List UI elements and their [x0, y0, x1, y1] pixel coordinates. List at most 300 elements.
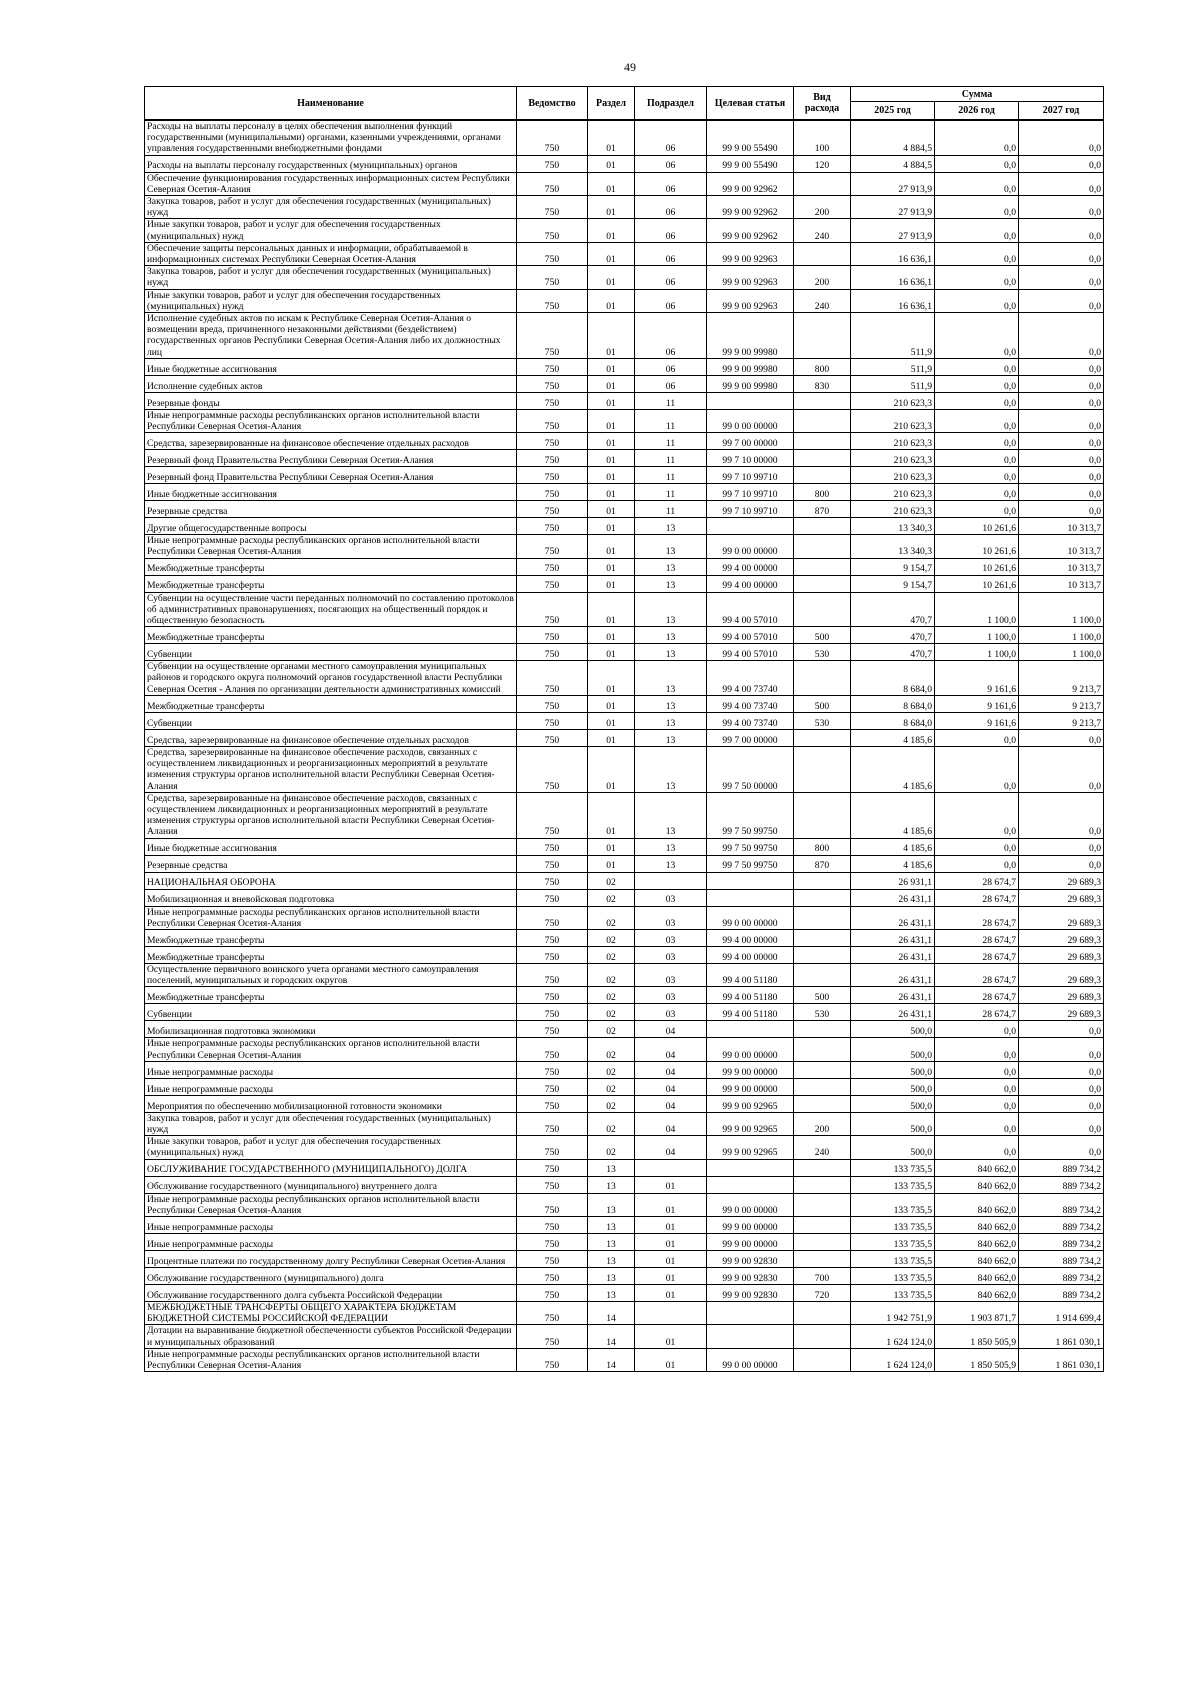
table-row	[145, 855, 1104, 872]
row-target	[707, 1159, 794, 1176]
row-sum-2027: 0,0	[1019, 1078, 1104, 1095]
row-podrazdel: 01	[635, 1193, 707, 1216]
row-sum-2025: 4 185,6	[851, 792, 935, 838]
row-podrazdel: 13	[635, 838, 707, 855]
table-row	[145, 1325, 1104, 1348]
row-razdel: 01	[588, 484, 635, 501]
row-razdel: 01	[588, 712, 635, 729]
row-podrazdel: 11	[635, 433, 707, 450]
table-row	[145, 906, 1104, 929]
row-sum-2027: 29 689,3	[1019, 946, 1104, 963]
row-sum-2026: 0,0	[935, 1038, 1019, 1061]
header-razdel: Раздел	[588, 87, 635, 121]
row-sum-2025: 4 185,6	[851, 838, 935, 855]
row-vedomstvo: 750	[517, 906, 588, 929]
row-vid: 500	[794, 627, 851, 644]
row-vedomstvo: 750	[517, 627, 588, 644]
row-sum-2026: 28 674,7	[935, 906, 1019, 929]
row-razdel: 02	[588, 963, 635, 986]
row-sum-2025: 500,0	[851, 1136, 935, 1159]
row-sum-2026: 0,0	[935, 1061, 1019, 1078]
table-row	[145, 313, 1104, 359]
row-target: 99 7 50 99750	[707, 855, 794, 872]
header-target: Целевая статья	[707, 87, 794, 121]
row-name: Закупка товаров, работ и услуг для обеспечения государственных (муниципальных) нужд	[145, 196, 517, 219]
table-row	[145, 627, 1104, 644]
row-sum-2025: 16 636,1	[851, 289, 935, 312]
row-vid	[794, 1193, 851, 1216]
row-sum-2025: 16 636,1	[851, 266, 935, 289]
row-target: 99 7 10 00000	[707, 450, 794, 467]
row-sum-2026: 0,0	[935, 266, 1019, 289]
row-sum-2027: 10 313,7	[1019, 518, 1104, 535]
row-sum-2027: 0,0	[1019, 155, 1104, 172]
row-vedomstvo: 750	[517, 1021, 588, 1038]
row-sum-2026: 840 662,0	[935, 1284, 1019, 1301]
row-sum-2025: 133 735,5	[851, 1250, 935, 1267]
table-row	[145, 1216, 1104, 1233]
row-name: Иные непрограммные расходы	[145, 1061, 517, 1078]
table-row	[145, 518, 1104, 535]
row-podrazdel: 06	[635, 266, 707, 289]
row-razdel: 02	[588, 872, 635, 889]
row-sum-2026: 28 674,7	[935, 987, 1019, 1004]
row-sum-2025: 210 623,3	[851, 467, 935, 484]
row-sum-2025: 4 884,5	[851, 155, 935, 172]
row-sum-2026: 9 161,6	[935, 695, 1019, 712]
row-name: Средства, зарезервированные на финансовое обеспечение отдельных расходов	[145, 729, 517, 746]
row-vedomstvo: 750	[517, 535, 588, 558]
table-row	[145, 1267, 1104, 1284]
row-target	[707, 872, 794, 889]
row-razdel: 01	[588, 518, 635, 535]
row-target: 99 4 00 57010	[707, 627, 794, 644]
row-target: 99 7 50 99750	[707, 838, 794, 855]
row-sum-2027: 0,0	[1019, 375, 1104, 392]
row-vid: 720	[794, 1284, 851, 1301]
row-vid	[794, 433, 851, 450]
row-sum-2027: 1 914 699,4	[1019, 1301, 1104, 1324]
row-podrazdel: 13	[635, 575, 707, 592]
row-name: Иные закупки товаров, работ и услуг для обеспечения государственных (муниципальных) нужд	[145, 289, 517, 312]
row-sum-2025: 500,0	[851, 1078, 935, 1095]
row-vid	[794, 929, 851, 946]
row-vedomstvo: 750	[517, 1004, 588, 1021]
row-sum-2025: 8 684,0	[851, 661, 935, 696]
row-podrazdel: 01	[635, 1216, 707, 1233]
table-row	[145, 375, 1104, 392]
row-sum-2026: 9 161,6	[935, 661, 1019, 696]
row-vedomstvo: 750	[517, 575, 588, 592]
row-target	[707, 1301, 794, 1324]
row-podrazdel: 03	[635, 929, 707, 946]
row-sum-2025: 13 340,3	[851, 535, 935, 558]
row-target: 99 9 00 92962	[707, 196, 794, 219]
row-vid: 240	[794, 219, 851, 242]
row-vedomstvo: 750	[517, 661, 588, 696]
row-podrazdel: 06	[635, 358, 707, 375]
row-vid	[794, 1250, 851, 1267]
row-vedomstvo: 750	[517, 872, 588, 889]
row-sum-2026: 0,0	[935, 729, 1019, 746]
row-podrazdel: 03	[635, 906, 707, 929]
row-vid	[794, 242, 851, 265]
row-target: 99 0 00 00000	[707, 1038, 794, 1061]
row-sum-2026: 28 674,7	[935, 946, 1019, 963]
row-sum-2026: 0,0	[935, 1112, 1019, 1135]
row-vedomstvo: 750	[517, 746, 588, 792]
row-vedomstvo: 750	[517, 1250, 588, 1267]
row-vid: 120	[794, 155, 851, 172]
row-target: 99 9 00 99980	[707, 375, 794, 392]
row-sum-2025: 8 684,0	[851, 695, 935, 712]
row-sum-2025: 133 735,5	[851, 1159, 935, 1176]
row-sum-2027: 889 734,2	[1019, 1159, 1104, 1176]
row-podrazdel: 04	[635, 1112, 707, 1135]
row-vid	[794, 963, 851, 986]
header-podrazdel: Подраздел	[635, 87, 707, 121]
row-razdel: 01	[588, 746, 635, 792]
table-row	[145, 1112, 1104, 1135]
row-sum-2026: 0,0	[935, 792, 1019, 838]
row-name: Субвенции	[145, 712, 517, 729]
row-name: Иные закупки товаров, работ и услуг для обеспечения государственных (муниципальных) нужд	[145, 1136, 517, 1159]
row-sum-2025: 26 431,1	[851, 963, 935, 986]
row-podrazdel: 13	[635, 558, 707, 575]
row-sum-2027: 0,0	[1019, 242, 1104, 265]
row-vedomstvo: 750	[517, 1061, 588, 1078]
row-name: Мобилизационная и вневойсковая подготовка	[145, 889, 517, 906]
table-row	[145, 746, 1104, 792]
row-name: Межбюджетные трансферты	[145, 695, 517, 712]
row-podrazdel: 01	[635, 1348, 707, 1371]
row-sum-2026: 840 662,0	[935, 1267, 1019, 1284]
table-row	[145, 558, 1104, 575]
row-razdel: 01	[588, 592, 635, 627]
row-vid: 200	[794, 266, 851, 289]
table-row	[145, 889, 1104, 906]
row-target: 99 9 00 92965	[707, 1112, 794, 1135]
row-vedomstvo: 750	[517, 1301, 588, 1324]
row-sum-2026: 10 261,6	[935, 518, 1019, 535]
row-name: Иные непрограммные расходы	[145, 1233, 517, 1250]
row-sum-2027: 0,0	[1019, 855, 1104, 872]
row-sum-2025: 133 735,5	[851, 1216, 935, 1233]
row-vid	[794, 1325, 851, 1348]
row-sum-2027: 1 100,0	[1019, 592, 1104, 627]
table-row	[145, 120, 1104, 155]
row-sum-2025: 26 431,1	[851, 906, 935, 929]
row-sum-2027: 0,0	[1019, 729, 1104, 746]
row-razdel: 02	[588, 906, 635, 929]
row-name: НАЦИОНАЛЬНАЯ ОБОРОНА	[145, 872, 517, 889]
row-podrazdel: 11	[635, 501, 707, 518]
row-vid	[794, 889, 851, 906]
row-vid: 200	[794, 1112, 851, 1135]
table-row	[145, 987, 1104, 1004]
row-target: 99 9 00 00000	[707, 1061, 794, 1078]
row-podrazdel: 06	[635, 196, 707, 219]
row-razdel: 13	[588, 1250, 635, 1267]
row-target: 99 9 00 92830	[707, 1267, 794, 1284]
row-sum-2025: 210 623,3	[851, 450, 935, 467]
table-row	[145, 219, 1104, 242]
header-name: Наименование	[145, 87, 517, 121]
row-podrazdel: 04	[635, 1078, 707, 1095]
row-sum-2027: 0,0	[1019, 196, 1104, 219]
row-sum-2027: 29 689,3	[1019, 872, 1104, 889]
row-target	[707, 889, 794, 906]
row-podrazdel: 04	[635, 1021, 707, 1038]
row-vid	[794, 592, 851, 627]
row-sum-2027: 1 100,0	[1019, 644, 1104, 661]
row-name: Дотации на выравнивание бюджетной обеспеченности субъектов Российской Федерации и муниципальных образований	[145, 1325, 517, 1348]
row-razdel: 13	[588, 1193, 635, 1216]
table-row	[145, 1176, 1104, 1193]
row-razdel: 02	[588, 1095, 635, 1112]
row-target: 99 7 10 99710	[707, 467, 794, 484]
row-razdel: 01	[588, 433, 635, 450]
row-razdel: 02	[588, 946, 635, 963]
row-vid: 870	[794, 501, 851, 518]
table-row	[145, 644, 1104, 661]
row-name: Иные непрограммные расходы	[145, 1078, 517, 1095]
table-row	[145, 1348, 1104, 1371]
row-target: 99 0 00 00000	[707, 1193, 794, 1216]
row-podrazdel: 01	[635, 1250, 707, 1267]
row-target: 99 9 00 92962	[707, 172, 794, 195]
row-vedomstvo: 750	[517, 518, 588, 535]
row-podrazdel: 13	[635, 792, 707, 838]
row-podrazdel: 04	[635, 1136, 707, 1159]
row-name: Субвенции	[145, 644, 517, 661]
row-sum-2025: 9 154,7	[851, 575, 935, 592]
table-row	[145, 392, 1104, 409]
row-target	[707, 518, 794, 535]
row-sum-2025: 511,9	[851, 313, 935, 359]
row-podrazdel: 03	[635, 987, 707, 1004]
row-target: 99 4 00 73740	[707, 695, 794, 712]
row-razdel: 01	[588, 644, 635, 661]
row-sum-2025: 500,0	[851, 1061, 935, 1078]
row-sum-2025: 133 735,5	[851, 1233, 935, 1250]
row-sum-2025: 500,0	[851, 1038, 935, 1061]
row-sum-2027: 9 213,7	[1019, 661, 1104, 696]
row-vedomstvo: 750	[517, 729, 588, 746]
table-row	[145, 792, 1104, 838]
row-sum-2027: 889 734,2	[1019, 1176, 1104, 1193]
row-razdel: 02	[588, 1021, 635, 1038]
row-vedomstvo: 750	[517, 433, 588, 450]
row-sum-2025: 511,9	[851, 375, 935, 392]
row-vedomstvo: 750	[517, 712, 588, 729]
row-sum-2026: 0,0	[935, 433, 1019, 450]
row-razdel: 01	[588, 838, 635, 855]
row-podrazdel: 03	[635, 946, 707, 963]
row-sum-2027: 889 734,2	[1019, 1267, 1104, 1284]
row-razdel: 01	[588, 792, 635, 838]
row-sum-2026: 1 850 505,9	[935, 1325, 1019, 1348]
row-razdel: 01	[588, 467, 635, 484]
row-target: 99 9 00 00000	[707, 1233, 794, 1250]
row-name: Резервный фонд Правительства Республики Северная Осетия-Алания	[145, 467, 517, 484]
row-name: Иные непрограммные расходы республиканских органов исполнительной власти Республики Северная Осетия-Алания	[145, 1038, 517, 1061]
row-vid	[794, 409, 851, 432]
row-target: 99 4 00 00000	[707, 575, 794, 592]
row-sum-2027: 10 313,7	[1019, 575, 1104, 592]
table-row	[145, 1159, 1104, 1176]
row-sum-2026: 0,0	[935, 289, 1019, 312]
row-name: Закупка товаров, работ и услуг для обеспечения государственных (муниципальных) нужд	[145, 266, 517, 289]
row-vid	[794, 172, 851, 195]
row-sum-2026: 0,0	[935, 838, 1019, 855]
row-podrazdel: 13	[635, 712, 707, 729]
row-name: МЕЖБЮДЖЕТНЫЕ ТРАНСФЕРТЫ ОБЩЕГО ХАРАКТЕРА БЮДЖЕТАМ БЮДЖЕТНОЙ СИСТЕМЫ РОССИЙСКОЙ ФЕДЕРАЦИИ	[145, 1301, 517, 1324]
row-vedomstvo: 750	[517, 1159, 588, 1176]
row-vedomstvo: 750	[517, 592, 588, 627]
row-name: Иные закупки товаров, работ и услуг для обеспечения государственных (муниципальных) нужд	[145, 219, 517, 242]
row-name: Расходы на выплаты персоналу государственных (муниципальных) органов	[145, 155, 517, 172]
row-podrazdel	[635, 872, 707, 889]
row-sum-2026: 840 662,0	[935, 1233, 1019, 1250]
row-vid: 700	[794, 1267, 851, 1284]
row-podrazdel: 06	[635, 242, 707, 265]
row-sum-2026: 0,0	[935, 484, 1019, 501]
row-sum-2027: 0,0	[1019, 392, 1104, 409]
row-vedomstvo: 750	[517, 946, 588, 963]
row-target: 99 9 00 92963	[707, 242, 794, 265]
row-vedomstvo: 750	[517, 1348, 588, 1371]
row-target: 99 9 00 00000	[707, 1216, 794, 1233]
row-razdel: 01	[588, 729, 635, 746]
row-vid: 100	[794, 120, 851, 155]
row-sum-2026: 1 850 505,9	[935, 1348, 1019, 1371]
row-target: 99 7 00 00000	[707, 729, 794, 746]
row-sum-2025: 26 931,1	[851, 872, 935, 889]
row-name: Мероприятия по обеспечению мобилизационной готовности экономики	[145, 1095, 517, 1112]
row-sum-2025: 13 340,3	[851, 518, 935, 535]
row-vid: 240	[794, 289, 851, 312]
row-vedomstvo: 750	[517, 392, 588, 409]
row-sum-2025: 4 884,5	[851, 120, 935, 155]
row-target: 99 7 50 00000	[707, 746, 794, 792]
row-name: Закупка товаров, работ и услуг для обеспечения государственных (муниципальных) нужд	[145, 1112, 517, 1135]
row-sum-2025: 26 431,1	[851, 987, 935, 1004]
table-row	[145, 409, 1104, 432]
row-sum-2026: 0,0	[935, 242, 1019, 265]
row-name: Средства, зарезервированные на финансовое обеспечение отдельных расходов	[145, 433, 517, 450]
row-target: 99 4 00 00000	[707, 946, 794, 963]
header-sum: Сумма	[851, 87, 1104, 102]
row-vid: 800	[794, 838, 851, 855]
row-sum-2027: 0,0	[1019, 313, 1104, 359]
row-target: 99 7 10 99710	[707, 501, 794, 518]
row-podrazdel: 04	[635, 1061, 707, 1078]
row-sum-2026: 840 662,0	[935, 1193, 1019, 1216]
row-sum-2026: 0,0	[935, 358, 1019, 375]
row-vedomstvo: 750	[517, 1176, 588, 1193]
row-sum-2026: 0,0	[935, 501, 1019, 518]
row-name: Субвенции на осуществление органами местного самоуправления муниципальных районов и городского округа полномочий органов государственной власти Республики Северная Осетия - Алания по организации деятельности административных комиссий	[145, 661, 517, 696]
row-name: Мобилизационная подготовка экономики	[145, 1021, 517, 1038]
row-vedomstvo: 750	[517, 1284, 588, 1301]
row-podrazdel: 01	[635, 1284, 707, 1301]
row-vid	[794, 1061, 851, 1078]
row-sum-2026: 0,0	[935, 746, 1019, 792]
row-sum-2026: 9 161,6	[935, 712, 1019, 729]
row-name: Межбюджетные трансферты	[145, 929, 517, 946]
row-razdel: 13	[588, 1284, 635, 1301]
row-sum-2027: 0,0	[1019, 219, 1104, 242]
header-2025: 2025 год	[851, 102, 935, 121]
row-razdel: 01	[588, 155, 635, 172]
row-razdel: 13	[588, 1233, 635, 1250]
row-razdel: 01	[588, 196, 635, 219]
table-row	[145, 872, 1104, 889]
row-podrazdel: 06	[635, 155, 707, 172]
row-sum-2026: 840 662,0	[935, 1250, 1019, 1267]
row-vid: 530	[794, 1004, 851, 1021]
row-sum-2027: 0,0	[1019, 1112, 1104, 1135]
row-target: 99 4 00 73740	[707, 712, 794, 729]
row-target: 99 4 00 51180	[707, 987, 794, 1004]
row-vid	[794, 872, 851, 889]
row-vedomstvo: 750	[517, 1193, 588, 1216]
row-sum-2026: 0,0	[935, 155, 1019, 172]
row-vid	[794, 1216, 851, 1233]
row-target: 99 4 00 00000	[707, 558, 794, 575]
row-target: 99 0 00 00000	[707, 906, 794, 929]
row-vedomstvo: 750	[517, 987, 588, 1004]
table-row	[145, 963, 1104, 986]
row-razdel: 02	[588, 889, 635, 906]
row-sum-2025: 27 913,9	[851, 196, 935, 219]
row-sum-2026: 0,0	[935, 1021, 1019, 1038]
row-sum-2025: 133 735,5	[851, 1193, 935, 1216]
row-sum-2027: 29 689,3	[1019, 929, 1104, 946]
row-name: Процентные платежи по государственному долгу Республики Северная Осетия-Алания	[145, 1250, 517, 1267]
row-vid	[794, 558, 851, 575]
row-vid	[794, 1078, 851, 1095]
table-row	[145, 661, 1104, 696]
row-sum-2027: 0,0	[1019, 289, 1104, 312]
row-sum-2026: 0,0	[935, 172, 1019, 195]
row-vedomstvo: 750	[517, 695, 588, 712]
row-name: Резервные средства	[145, 855, 517, 872]
row-podrazdel: 03	[635, 1004, 707, 1021]
row-name: Межбюджетные трансферты	[145, 987, 517, 1004]
row-vid	[794, 467, 851, 484]
row-sum-2027: 0,0	[1019, 1136, 1104, 1159]
table-row	[145, 484, 1104, 501]
table-row	[145, 242, 1104, 265]
table-row	[145, 155, 1104, 172]
row-vid	[794, 1095, 851, 1112]
row-podrazdel: 06	[635, 375, 707, 392]
row-vid	[794, 946, 851, 963]
row-razdel: 01	[588, 855, 635, 872]
row-vid	[794, 906, 851, 929]
row-vedomstvo: 750	[517, 963, 588, 986]
row-podrazdel: 11	[635, 484, 707, 501]
row-vedomstvo: 750	[517, 1095, 588, 1112]
header-2026: 2026 год	[935, 102, 1019, 121]
row-vedomstvo: 750	[517, 450, 588, 467]
row-sum-2025: 9 154,7	[851, 558, 935, 575]
row-sum-2026: 0,0	[935, 409, 1019, 432]
row-name: Резервный фонд Правительства Республики Северная Осетия-Алания	[145, 450, 517, 467]
row-sum-2025: 4 185,6	[851, 855, 935, 872]
